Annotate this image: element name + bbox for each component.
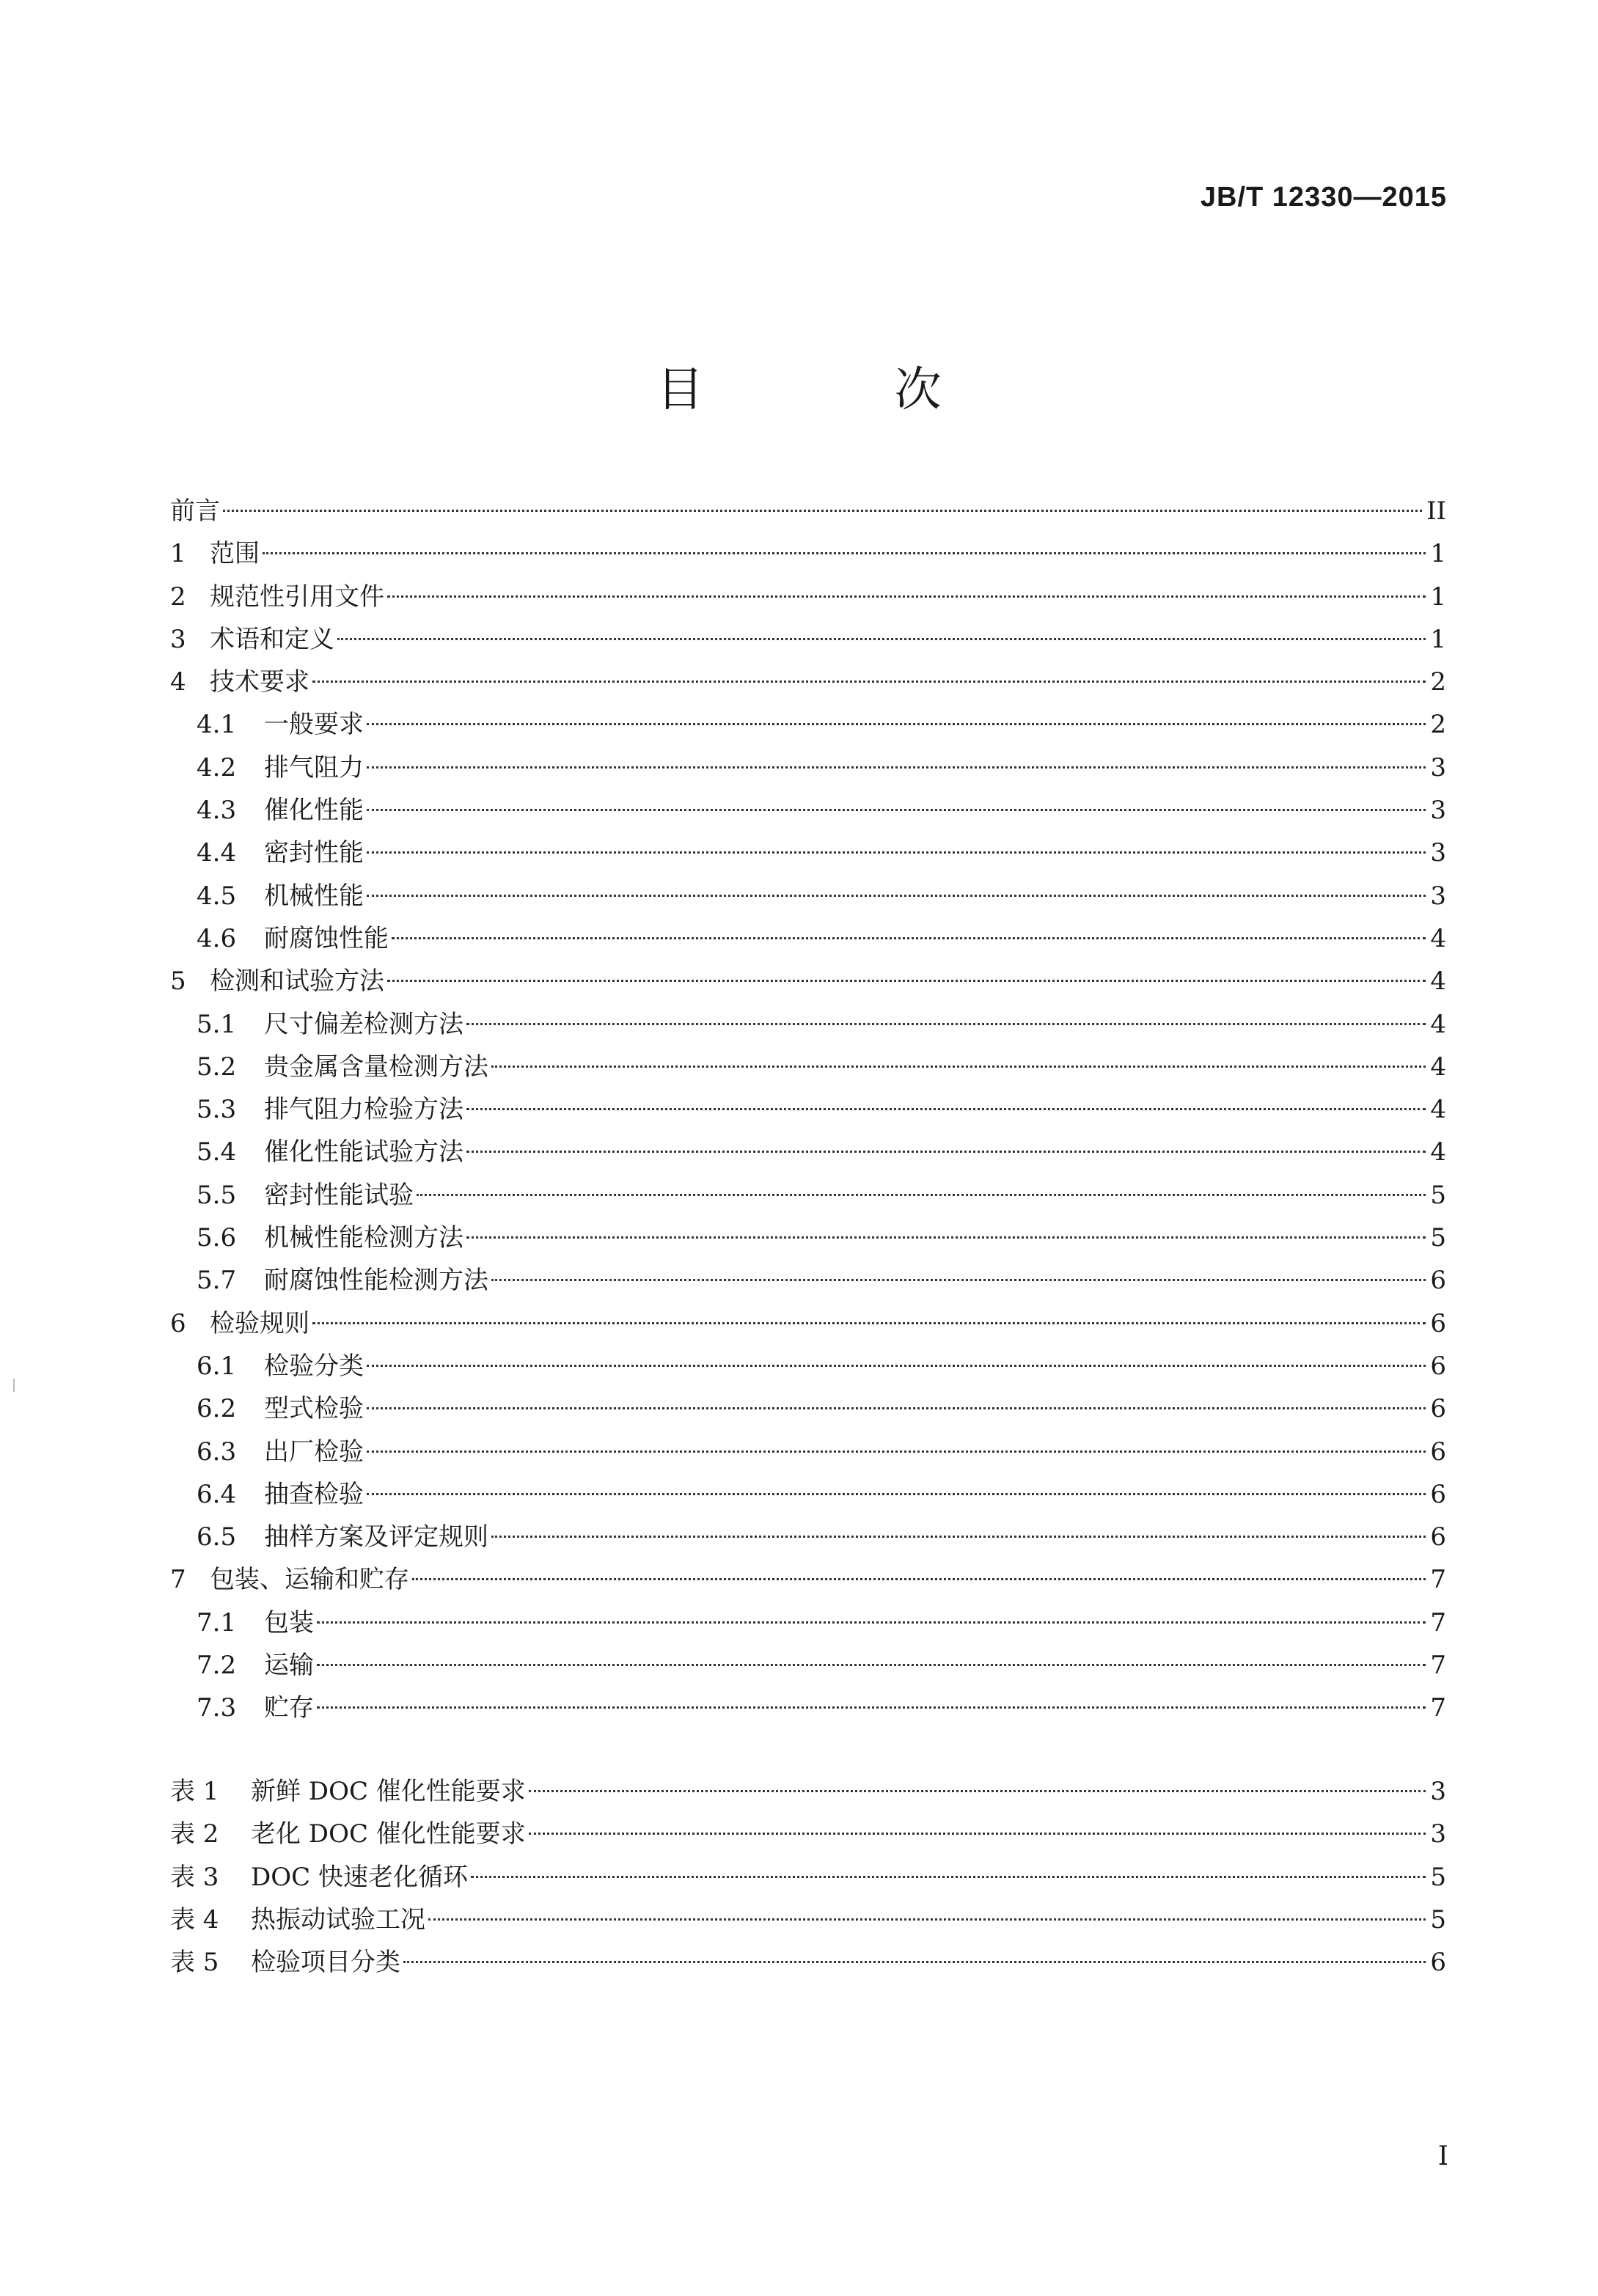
dot-leader	[417, 1194, 1426, 1196]
dot-leader	[367, 1493, 1426, 1495]
toc-entry[interactable]	[170, 532, 1446, 575]
toc-entry[interactable]	[170, 1088, 1446, 1131]
toc-entry-title: 包装	[264, 1607, 314, 1637]
dot-leader	[428, 1918, 1426, 1921]
toc-entry-title: 机械性能检测方法	[264, 1223, 463, 1253]
dot-leader	[466, 1236, 1426, 1239]
dot-leader	[312, 681, 1426, 683]
dot-leader	[317, 1621, 1426, 1624]
table-entry-title: 老化 DOC 催化性能要求	[251, 1819, 526, 1849]
toc-entry-title: 检验分类	[264, 1351, 364, 1381]
dot-leader	[491, 1066, 1426, 1068]
toc-entry-title: 排气阻力	[264, 752, 364, 782]
dot-leader	[466, 1023, 1426, 1025]
toc-entry[interactable]	[170, 1003, 1446, 1046]
toc-entry[interactable]	[170, 1602, 1446, 1644]
toc-entry-number: 5.4	[197, 1137, 237, 1167]
table-entry-page: 6	[1430, 1948, 1446, 1978]
toc-entry-title: 检验规则	[210, 1308, 309, 1338]
toc-entry-title: 排气阻力检验方法	[264, 1095, 463, 1125]
toc-entry-title: 运输	[264, 1651, 314, 1681]
toc-entry-page: 7	[1430, 1693, 1446, 1723]
dot-leader	[392, 937, 1426, 939]
toc-entry-page: 5	[1430, 1223, 1446, 1253]
toc-entry-number: 7.3	[197, 1693, 237, 1723]
table-entry-title: DOC 快速老化循环	[251, 1862, 468, 1892]
toc-entry[interactable]	[170, 1131, 1446, 1173]
toc-entry-page: 6	[1430, 1522, 1446, 1552]
toc-entry-number: 4.3	[197, 796, 237, 826]
dot-leader	[367, 723, 1426, 725]
dot-leader	[317, 1664, 1426, 1666]
toc-entry-number: 5	[170, 967, 186, 997]
toc-entry-title: 尺寸偏差检测方法	[264, 1009, 463, 1039]
dot-leader	[491, 1536, 1426, 1538]
table-entry-number: 表 5	[170, 1948, 219, 1978]
toc-entry[interactable]	[170, 576, 1446, 618]
table-entry-number: 表 3	[170, 1862, 219, 1892]
toc-entry-number: 6.2	[197, 1394, 237, 1424]
toc-entry-number: 3	[170, 624, 186, 654]
toc-entry-number: 4.6	[197, 923, 237, 953]
toc-entry-page: 3	[1430, 838, 1446, 868]
toc-entry-title: 前言	[170, 496, 220, 526]
dot-leader	[312, 1322, 1426, 1324]
toc-entry-number: 4	[170, 667, 186, 697]
toc-entry-page: 4	[1430, 1095, 1446, 1125]
dot-leader	[367, 895, 1426, 897]
dot-leader	[317, 1706, 1426, 1709]
toc-entry-page: 6	[1430, 1479, 1446, 1509]
toc-entry-title: 检测和试验方法	[210, 967, 384, 997]
toc-entry-title: 催化性能	[264, 796, 364, 826]
toc-entry-page: 1	[1430, 539, 1446, 569]
dot-leader	[529, 1790, 1426, 1792]
toc-entry[interactable]	[170, 1431, 1446, 1473]
toc-entry-number: 1	[170, 539, 186, 569]
toc-entry-page: 1	[1430, 624, 1446, 654]
toc-entry[interactable]	[170, 1687, 1446, 1729]
toc-entry-title: 催化性能试验方法	[264, 1137, 463, 1167]
toc-entry[interactable]	[170, 1259, 1446, 1302]
toc-entry-title: 密封性能试验	[264, 1180, 414, 1210]
toc-entry-page: 4	[1430, 923, 1446, 953]
toc-entry[interactable]	[170, 1046, 1446, 1088]
toc-entry-page: 6	[1430, 1266, 1446, 1296]
toc-entry-number: 5.7	[197, 1266, 237, 1296]
toc-entry[interactable]	[170, 832, 1446, 874]
dot-leader	[491, 1279, 1426, 1281]
toc-entry[interactable]	[170, 747, 1446, 789]
toc-entry[interactable]	[170, 917, 1446, 960]
toc-entry-number: 5.1	[197, 1009, 237, 1039]
toc-entry-page: 6	[1430, 1351, 1446, 1381]
toc-entry-page: 3	[1430, 796, 1446, 826]
toc-entry[interactable]	[170, 1473, 1446, 1516]
toc-entry[interactable]	[170, 1174, 1446, 1217]
table-entry-page: 3	[1430, 1777, 1446, 1806]
toc-entry[interactable]	[170, 1217, 1446, 1259]
toc-entry[interactable]	[170, 789, 1446, 832]
toc-entry-page: 2	[1430, 667, 1446, 697]
dot-leader	[412, 1578, 1426, 1580]
toc-entry-page: 4	[1430, 1052, 1446, 1082]
toc-entry[interactable]	[170, 1302, 1446, 1345]
toc-entry-title: 机械性能	[264, 881, 364, 911]
toc-entry[interactable]	[170, 1516, 1446, 1558]
dot-leader	[367, 1365, 1426, 1367]
toc-entry[interactable]	[170, 1387, 1446, 1430]
toc-entry-number: 7	[170, 1565, 186, 1595]
toc-entry-page: 7	[1430, 1607, 1446, 1637]
toc-entry-page: 1	[1430, 582, 1446, 612]
dot-leader	[387, 980, 1426, 982]
table-entry[interactable]	[170, 1856, 1446, 1899]
toc-entry[interactable]	[170, 703, 1446, 746]
toc-entry-page: 3	[1430, 752, 1446, 782]
toc-entry[interactable]	[170, 661, 1446, 703]
table-entry[interactable]	[170, 1941, 1446, 1984]
table-entry-title: 热振动试验工况	[251, 1904, 425, 1934]
table-of-contents	[170, 490, 1446, 1730]
toc-entry-number: 5.2	[197, 1052, 237, 1082]
dot-leader	[367, 809, 1426, 811]
table-entry[interactable]	[170, 1813, 1446, 1855]
toc-entry-number: 5.5	[197, 1180, 237, 1210]
dot-leader	[367, 766, 1426, 769]
dot-leader	[337, 638, 1426, 640]
toc-entry-number: 6.3	[197, 1437, 237, 1467]
toc-entry-page: 7	[1430, 1651, 1446, 1681]
table-entry-page: 5	[1430, 1862, 1446, 1892]
dot-leader	[367, 851, 1426, 854]
toc-entry-page: II	[1426, 496, 1446, 526]
dot-leader	[367, 1450, 1426, 1453]
table-entry-page: 3	[1430, 1819, 1446, 1849]
toc-entry-page: 6	[1430, 1437, 1446, 1467]
toc-entry-title: 密封性能	[264, 838, 364, 868]
toc-entry-number: 4.4	[197, 838, 237, 868]
dot-leader	[403, 1961, 1426, 1963]
toc-entry-number: 6	[170, 1308, 186, 1338]
scan-mark	[13, 1379, 15, 1392]
toc-entry-title: 范围	[210, 539, 260, 569]
toc-entry-page: 7	[1430, 1565, 1446, 1595]
toc-entry-title: 规范性引用文件	[210, 582, 384, 612]
dot-leader	[466, 1108, 1426, 1110]
toc-entry-page: 3	[1430, 881, 1446, 911]
toc-entry-page: 4	[1430, 1137, 1446, 1167]
table-entry-number: 表 4	[170, 1904, 219, 1934]
toc-entry-title: 出厂检验	[264, 1437, 364, 1467]
toc-entry[interactable]	[170, 490, 1446, 532]
toc-entry-title: 贵金属含量检测方法	[264, 1052, 488, 1082]
toc-entry[interactable]	[170, 1644, 1446, 1687]
standard-number: JB/T 12330—2015	[1200, 182, 1447, 213]
toc-entry-number: 4.2	[197, 752, 237, 782]
table-entry-number: 表 1	[170, 1777, 219, 1806]
toc-entry-title: 术语和定义	[210, 624, 334, 654]
toc-entry-title: 抽查检验	[264, 1479, 364, 1509]
toc-entry-number: 4.1	[197, 710, 237, 740]
dot-leader	[529, 1833, 1426, 1835]
dot-leader	[471, 1876, 1426, 1878]
toc-entry-title: 技术要求	[210, 667, 309, 697]
dot-leader	[223, 510, 1422, 512]
table-entry[interactable]	[170, 1770, 1446, 1813]
toc-entry[interactable]	[170, 1345, 1446, 1387]
page-number: I	[1437, 2141, 1448, 2171]
toc-entry-number: 5.6	[197, 1223, 237, 1253]
table-entry-title: 新鲜 DOC 催化性能要求	[251, 1777, 526, 1806]
toc-entry-number: 5.3	[197, 1095, 237, 1125]
toc-entry[interactable]	[170, 875, 1446, 917]
toc-entry-page: 4	[1430, 967, 1446, 997]
table-entry-number: 表 2	[170, 1819, 219, 1849]
table-entry-page: 5	[1430, 1904, 1446, 1934]
dot-leader	[263, 552, 1426, 554]
dot-leader	[387, 595, 1426, 598]
toc-entry-title: 包装、运输和贮存	[210, 1565, 409, 1595]
toc-entry-page: 5	[1430, 1180, 1446, 1210]
toc-entry-title: 耐腐蚀性能检测方法	[264, 1266, 488, 1296]
toc-entry-number: 6.1	[197, 1351, 237, 1381]
toc-entry-title: 型式检验	[264, 1394, 364, 1424]
toc-entry[interactable]	[170, 618, 1446, 661]
dot-leader	[367, 1407, 1426, 1409]
toc-entry[interactable]	[170, 960, 1446, 1002]
toc-entry-page: 4	[1430, 1009, 1446, 1039]
table-entry[interactable]	[170, 1899, 1446, 1941]
toc-entry-title: 贮存	[264, 1693, 314, 1723]
toc-entry-title: 抽样方案及评定规则	[264, 1522, 488, 1552]
page-title: 目 次	[656, 363, 1030, 417]
toc-entry-number: 6.5	[197, 1522, 237, 1552]
toc-entry-page: 6	[1430, 1394, 1446, 1424]
toc-entry-number: 7.1	[197, 1607, 237, 1637]
dot-leader	[466, 1151, 1426, 1153]
list-of-tables	[170, 1770, 1446, 1984]
table-entry-title: 检验项目分类	[251, 1948, 400, 1978]
toc-entry-page: 2	[1430, 710, 1446, 740]
toc-entry-title: 一般要求	[264, 710, 364, 740]
toc-entry-title: 耐腐蚀性能	[264, 923, 389, 953]
toc-entry[interactable]	[170, 1558, 1446, 1601]
toc-entry-number: 6.4	[197, 1479, 237, 1509]
toc-entry-number: 2	[170, 582, 186, 612]
toc-entry-number: 7.2	[197, 1651, 237, 1681]
toc-entry-number: 4.5	[197, 881, 237, 911]
toc-entry-page: 6	[1430, 1308, 1446, 1338]
